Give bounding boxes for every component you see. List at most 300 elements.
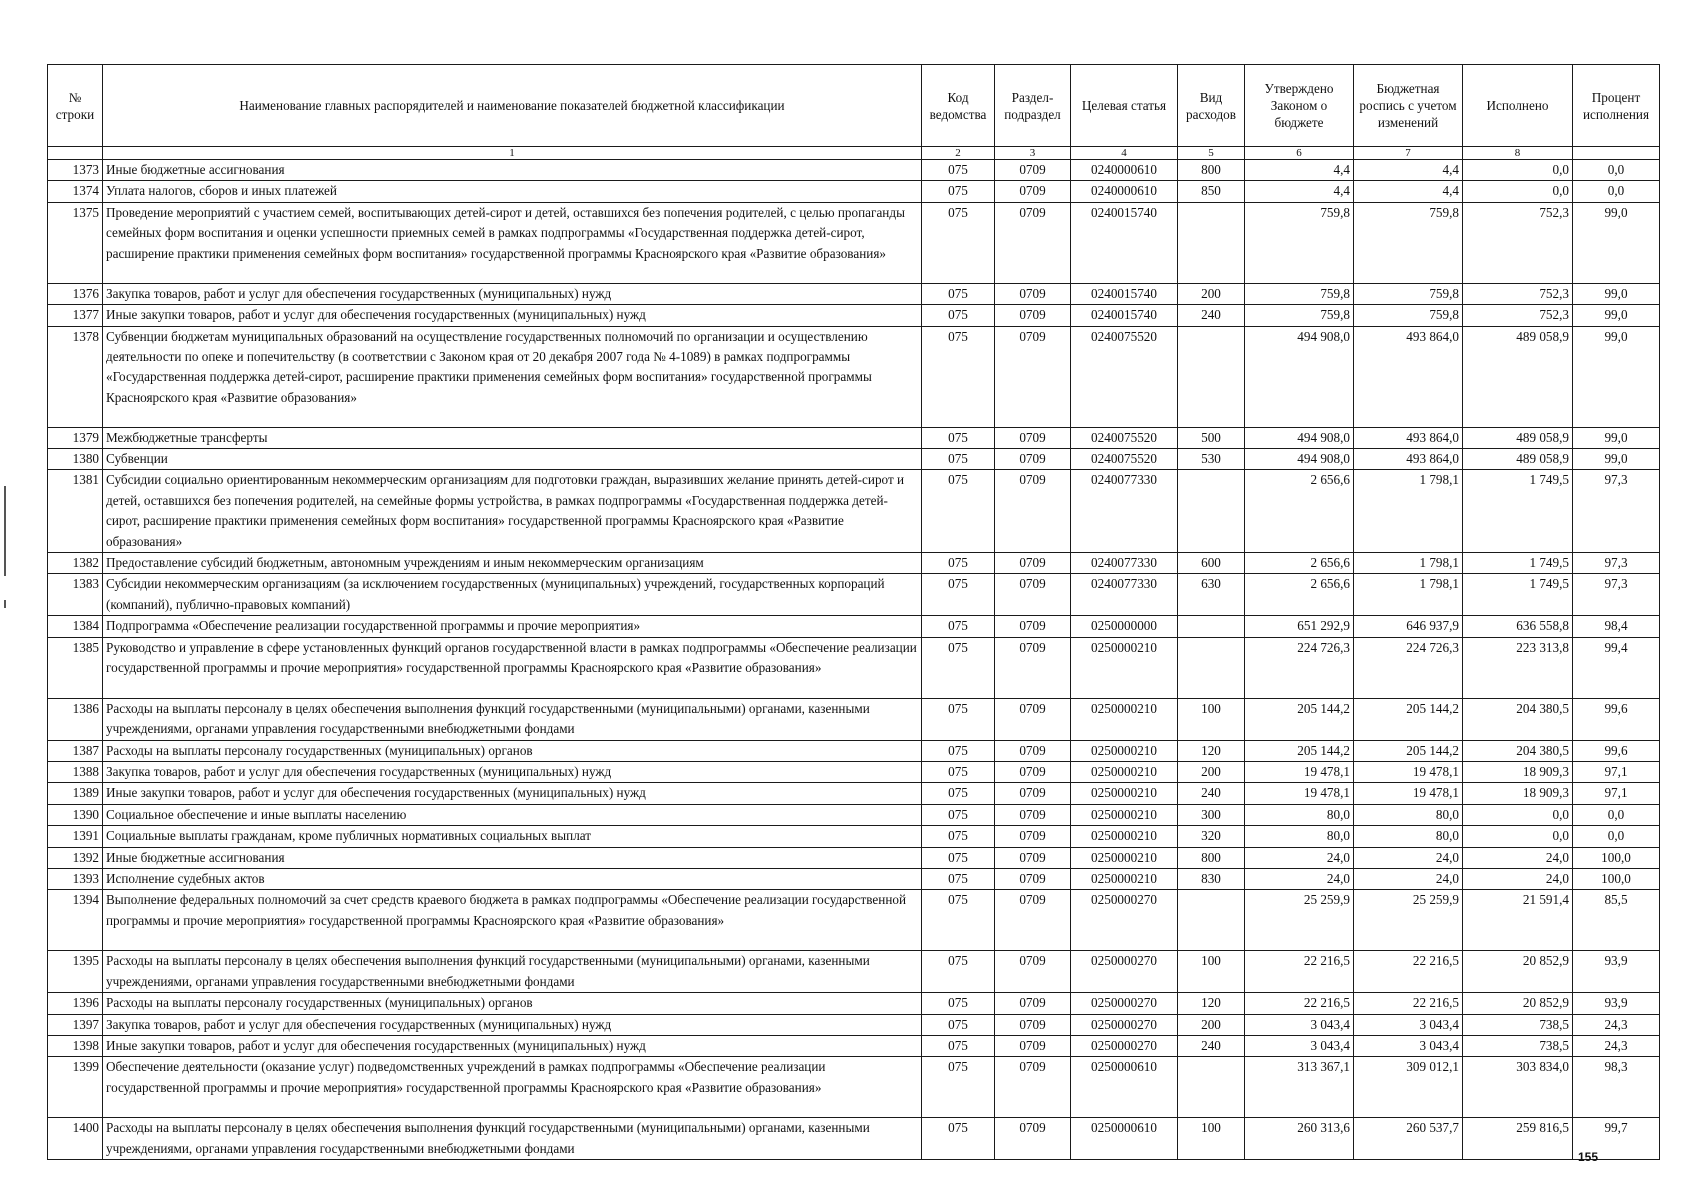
section-code-cell: 0709 — [995, 637, 1071, 698]
dept-code-cell: 075 — [922, 698, 995, 740]
row-number-cell: 1389 — [48, 783, 103, 804]
table-row — [48, 783, 1660, 804]
row-number-cell: 1387 — [48, 740, 103, 761]
row-number-cell: 1378 — [48, 326, 103, 427]
executed-amount-cell: 259 816,5 — [1463, 1118, 1573, 1160]
row-number-cell: 1381 — [48, 470, 103, 553]
target-article-cell: 0250000210 — [1071, 740, 1178, 761]
approved-amount-cell: 4,4 — [1245, 181, 1354, 202]
execution-percent-cell: 99,0 — [1573, 305, 1660, 326]
executed-amount-cell: 1 749,5 — [1463, 574, 1573, 616]
dept-code-cell: 075 — [922, 305, 995, 326]
section-code-cell: 0709 — [995, 202, 1071, 283]
target-article-cell: 0250000210 — [1071, 826, 1178, 847]
expense-type-cell: 200 — [1178, 1014, 1245, 1035]
section-code-cell: 0709 — [995, 1057, 1071, 1118]
dept-code-cell: 075 — [922, 847, 995, 868]
indicator-name-cell: Исполнение судебных актов — [103, 868, 922, 889]
row-number-cell: 1374 — [48, 181, 103, 202]
execution-percent-cell: 99,6 — [1573, 698, 1660, 740]
table-body — [48, 160, 1660, 1160]
column-number-3: 3 — [995, 147, 1071, 160]
row-number-cell: 1391 — [48, 826, 103, 847]
row-number-cell: 1380 — [48, 449, 103, 470]
execution-percent-cell: 99,0 — [1573, 326, 1660, 427]
indicator-name-cell: Уплата налогов, сборов и иных платежей — [103, 181, 922, 202]
indicator-name-cell: Подпрограмма «Обеспечение реализации государственной программы и прочие мероприятия» — [103, 616, 922, 637]
header-expense-type: Вид расходов — [1178, 65, 1245, 147]
approved-amount-cell: 260 313,6 — [1245, 1118, 1354, 1160]
row-number-cell: 1392 — [48, 847, 103, 868]
executed-amount-cell: 0,0 — [1463, 826, 1573, 847]
budget-list-amount-cell: 205 144,2 — [1354, 698, 1463, 740]
execution-percent-cell: 0,0 — [1573, 160, 1660, 181]
indicator-name-cell: Расходы на выплаты персоналу в целях обеспечения выполнения функций государственными (муниципальными) органами, казенными учреждениями, органами управления государственными внебюджетными фондами — [103, 698, 922, 740]
executed-amount-cell: 24,0 — [1463, 847, 1573, 868]
dept-code-cell: 075 — [922, 1057, 995, 1118]
header-name: Наименование главных распорядителей и наименование показателей бюджетной классификации — [103, 65, 922, 147]
target-article-cell: 0240015740 — [1071, 305, 1178, 326]
execution-percent-cell: 97,3 — [1573, 553, 1660, 574]
table-row — [48, 951, 1660, 993]
dept-code-cell: 075 — [922, 427, 995, 448]
budget-list-amount-cell: 224 726,3 — [1354, 637, 1463, 698]
target-article-cell: 0250000210 — [1071, 698, 1178, 740]
section-code-cell: 0709 — [995, 283, 1071, 304]
approved-amount-cell: 2 656,6 — [1245, 553, 1354, 574]
dept-code-cell: 075 — [922, 181, 995, 202]
row-number-cell: 1373 — [48, 160, 103, 181]
executed-amount-cell: 752,3 — [1463, 202, 1573, 283]
row-number-cell: 1376 — [48, 283, 103, 304]
column-number-7: 7 — [1354, 147, 1463, 160]
target-article-cell: 0240015740 — [1071, 202, 1178, 283]
scan-edge-mark-top — [4, 486, 6, 576]
expense-type-cell — [1178, 616, 1245, 637]
budget-list-amount-cell: 1 798,1 — [1354, 470, 1463, 553]
budget-list-amount-cell: 309 012,1 — [1354, 1057, 1463, 1118]
section-code-cell: 0709 — [995, 804, 1071, 825]
expense-type-cell: 100 — [1178, 698, 1245, 740]
table-row — [48, 890, 1660, 951]
table-row — [48, 427, 1660, 448]
column-number-6: 6 — [1245, 147, 1354, 160]
budget-list-amount-cell: 646 937,9 — [1354, 616, 1463, 637]
expense-type-cell: 530 — [1178, 449, 1245, 470]
table-row — [48, 761, 1660, 782]
table-row — [48, 1118, 1660, 1160]
indicator-name-cell: Субсидии социально ориентированным некоммерческим организациям для подготовки граждан, выразивших желание принять детей-сирот и детей, оставшихся без попечения родителей, на семейные формы устройства, в рамках подпрограммы «Государственная поддержка детей-сирот, расширение практики применения семейных форм воспитания» государственной программы Красноярского края «Развитие образования» — [103, 470, 922, 553]
approved-amount-cell: 759,8 — [1245, 202, 1354, 283]
execution-percent-cell: 93,9 — [1573, 951, 1660, 993]
target-article-cell: 0250000610 — [1071, 1057, 1178, 1118]
expense-type-cell: 600 — [1178, 553, 1245, 574]
section-code-cell: 0709 — [995, 740, 1071, 761]
execution-percent-cell: 0,0 — [1573, 181, 1660, 202]
indicator-name-cell: Расходы на выплаты персоналу государственных (муниципальных) органов — [103, 993, 922, 1014]
approved-amount-cell: 22 216,5 — [1245, 993, 1354, 1014]
row-number-cell: 1379 — [48, 427, 103, 448]
indicator-name-cell: Закупка товаров, работ и услуг для обеспечения государственных (муниципальных) нужд — [103, 761, 922, 782]
section-code-cell: 0709 — [995, 574, 1071, 616]
expense-type-cell — [1178, 470, 1245, 553]
executed-amount-cell: 738,5 — [1463, 1035, 1573, 1056]
dept-code-cell: 075 — [922, 1014, 995, 1035]
approved-amount-cell: 24,0 — [1245, 847, 1354, 868]
execution-percent-cell: 97,1 — [1573, 761, 1660, 782]
expense-type-cell — [1178, 890, 1245, 951]
column-number-row — [48, 147, 1660, 160]
table-row — [48, 202, 1660, 283]
executed-amount-cell: 489 058,9 — [1463, 449, 1573, 470]
executed-amount-cell: 0,0 — [1463, 160, 1573, 181]
execution-percent-cell: 24,3 — [1573, 1035, 1660, 1056]
expense-type-cell: 800 — [1178, 160, 1245, 181]
dept-code-cell: 075 — [922, 1035, 995, 1056]
table-row — [48, 574, 1660, 616]
dept-code-cell: 075 — [922, 890, 995, 951]
header-section: Раздел-подраздел — [995, 65, 1071, 147]
execution-percent-cell: 85,5 — [1573, 890, 1660, 951]
table-row — [48, 1035, 1660, 1056]
expense-type-cell: 630 — [1178, 574, 1245, 616]
executed-amount-cell: 1 749,5 — [1463, 553, 1573, 574]
section-code-cell: 0709 — [995, 1014, 1071, 1035]
indicator-name-cell: Субсидии некоммерческим организациям (за исключением государственных (муниципальных) учреждений, государственных корпораций (компаний), публично-правовых компаний) — [103, 574, 922, 616]
budget-table — [47, 64, 1660, 1160]
row-number-cell: 1394 — [48, 890, 103, 951]
column-number-pad — [1573, 147, 1660, 160]
executed-amount-cell: 489 058,9 — [1463, 427, 1573, 448]
target-article-cell: 0250000270 — [1071, 1035, 1178, 1056]
target-article-cell: 0240077330 — [1071, 470, 1178, 553]
section-code-cell: 0709 — [995, 826, 1071, 847]
table-row — [48, 1057, 1660, 1118]
expense-type-cell — [1178, 202, 1245, 283]
budget-list-amount-cell: 22 216,5 — [1354, 951, 1463, 993]
executed-amount-cell: 636 558,8 — [1463, 616, 1573, 637]
executed-amount-cell: 738,5 — [1463, 1014, 1573, 1035]
indicator-name-cell: Закупка товаров, работ и услуг для обеспечения государственных (муниципальных) нужд — [103, 283, 922, 304]
dept-code-cell: 075 — [922, 804, 995, 825]
dept-code-cell: 075 — [922, 574, 995, 616]
executed-amount-cell: 752,3 — [1463, 305, 1573, 326]
target-article-cell: 0250000270 — [1071, 951, 1178, 993]
approved-amount-cell: 205 144,2 — [1245, 740, 1354, 761]
indicator-name-cell: Расходы на выплаты персоналу в целях обеспечения выполнения функций государственными (муниципальными) органами, казенными учреждениями, органами управления государственными внебюджетными фондами — [103, 1118, 922, 1160]
budget-list-amount-cell: 22 216,5 — [1354, 993, 1463, 1014]
budget-list-amount-cell: 759,8 — [1354, 202, 1463, 283]
table-row — [48, 160, 1660, 181]
section-code-cell: 0709 — [995, 160, 1071, 181]
executed-amount-cell: 18 909,3 — [1463, 761, 1573, 782]
indicator-name-cell: Выполнение федеральных полномочий за счет средств краевого бюджета в рамках подпрограммы «Обеспечение реализации государственной программы и прочие мероприятия» государственной программы Красноярского края «Развитие образования» — [103, 890, 922, 951]
header-executed: Исполнено — [1463, 65, 1573, 147]
execution-percent-cell: 99,4 — [1573, 637, 1660, 698]
execution-percent-cell: 0,0 — [1573, 804, 1660, 825]
section-code-cell: 0709 — [995, 761, 1071, 782]
dept-code-cell: 075 — [922, 283, 995, 304]
row-number-cell: 1384 — [48, 616, 103, 637]
table-row — [48, 868, 1660, 889]
approved-amount-cell: 25 259,9 — [1245, 890, 1354, 951]
section-code-cell: 0709 — [995, 181, 1071, 202]
table-row — [48, 326, 1660, 427]
section-code-cell: 0709 — [995, 1118, 1071, 1160]
header-approved: Утверждено Законом о бюджете — [1245, 65, 1354, 147]
execution-percent-cell: 100,0 — [1573, 847, 1660, 868]
row-number-cell: 1377 — [48, 305, 103, 326]
expense-type-cell: 800 — [1178, 847, 1245, 868]
row-number-cell: 1385 — [48, 637, 103, 698]
execution-percent-cell: 93,9 — [1573, 993, 1660, 1014]
section-code-cell: 0709 — [995, 847, 1071, 868]
section-code-cell: 0709 — [995, 449, 1071, 470]
row-number-cell: 1400 — [48, 1118, 103, 1160]
budget-list-amount-cell: 759,8 — [1354, 305, 1463, 326]
budget-execution-sheet — [47, 64, 1659, 1160]
column-number-5: 5 — [1178, 147, 1245, 160]
approved-amount-cell: 19 478,1 — [1245, 783, 1354, 804]
target-article-cell: 0250000270 — [1071, 890, 1178, 951]
expense-type-cell: 240 — [1178, 783, 1245, 804]
expense-type-cell: 300 — [1178, 804, 1245, 825]
approved-amount-cell: 4,4 — [1245, 160, 1354, 181]
table-row — [48, 804, 1660, 825]
indicator-name-cell: Иные бюджетные ассигнования — [103, 160, 922, 181]
dept-code-cell: 075 — [922, 616, 995, 637]
approved-amount-cell: 22 216,5 — [1245, 951, 1354, 993]
section-code-cell: 0709 — [995, 783, 1071, 804]
dept-code-cell: 075 — [922, 160, 995, 181]
row-number-cell: 1395 — [48, 951, 103, 993]
section-code-cell: 0709 — [995, 890, 1071, 951]
expense-type-cell: 500 — [1178, 427, 1245, 448]
dept-code-cell: 075 — [922, 868, 995, 889]
executed-amount-cell: 223 313,8 — [1463, 637, 1573, 698]
table-row — [48, 993, 1660, 1014]
expense-type-cell: 830 — [1178, 868, 1245, 889]
section-code-cell: 0709 — [995, 470, 1071, 553]
table-row — [48, 449, 1660, 470]
approved-amount-cell: 19 478,1 — [1245, 761, 1354, 782]
row-number-cell: 1393 — [48, 868, 103, 889]
execution-percent-cell: 99,0 — [1573, 427, 1660, 448]
budget-list-amount-cell: 260 537,7 — [1354, 1118, 1463, 1160]
target-article-cell: 0240000610 — [1071, 181, 1178, 202]
approved-amount-cell: 80,0 — [1245, 826, 1354, 847]
execution-percent-cell: 98,3 — [1573, 1057, 1660, 1118]
target-article-cell: 0240000610 — [1071, 160, 1178, 181]
header-percent: Процент исполнения — [1573, 65, 1660, 147]
indicator-name-cell: Иные закупки товаров, работ и услуг для обеспечения государственных (муниципальных) нужд — [103, 1035, 922, 1056]
dept-code-cell: 075 — [922, 826, 995, 847]
table-row — [48, 847, 1660, 868]
section-code-cell: 0709 — [995, 427, 1071, 448]
approved-amount-cell: 24,0 — [1245, 868, 1354, 889]
header-row — [48, 65, 1660, 147]
indicator-name-cell: Обеспечение деятельности (оказание услуг) подведомственных учреждений в рамках подпрограммы «Обеспечение реализации государственной программы и прочие мероприятия» государственной программы Красноярского края «Развитие образования» — [103, 1057, 922, 1118]
budget-list-amount-cell: 80,0 — [1354, 804, 1463, 825]
section-code-cell: 0709 — [995, 1035, 1071, 1056]
budget-list-amount-cell: 759,8 — [1354, 283, 1463, 304]
expense-type-cell: 240 — [1178, 1035, 1245, 1056]
column-number-8: 8 — [1463, 147, 1573, 160]
row-number-cell: 1390 — [48, 804, 103, 825]
target-article-cell: 0250000270 — [1071, 1014, 1178, 1035]
executed-amount-cell: 204 380,5 — [1463, 698, 1573, 740]
dept-code-cell: 075 — [922, 449, 995, 470]
target-article-cell: 0240015740 — [1071, 283, 1178, 304]
executed-amount-cell: 489 058,9 — [1463, 326, 1573, 427]
dept-code-cell: 075 — [922, 637, 995, 698]
budget-list-amount-cell: 80,0 — [1354, 826, 1463, 847]
expense-type-cell: 100 — [1178, 1118, 1245, 1160]
row-number-cell: 1386 — [48, 698, 103, 740]
executed-amount-cell: 752,3 — [1463, 283, 1573, 304]
executed-amount-cell: 20 852,9 — [1463, 993, 1573, 1014]
budget-list-amount-cell: 24,0 — [1354, 868, 1463, 889]
budget-list-amount-cell: 1 798,1 — [1354, 574, 1463, 616]
column-number-blank — [48, 147, 103, 160]
approved-amount-cell: 2 656,6 — [1245, 470, 1354, 553]
indicator-name-cell: Социальные выплаты гражданам, кроме публичных нормативных социальных выплат — [103, 826, 922, 847]
header-row-no: № строки — [48, 65, 103, 147]
budget-list-amount-cell: 493 864,0 — [1354, 326, 1463, 427]
budget-list-amount-cell: 4,4 — [1354, 181, 1463, 202]
dept-code-cell: 075 — [922, 783, 995, 804]
budget-list-amount-cell: 205 144,2 — [1354, 740, 1463, 761]
target-article-cell: 0250000610 — [1071, 1118, 1178, 1160]
indicator-name-cell: Предоставление субсидий бюджетным, автономным учреждениям и иным некоммерческим организациям — [103, 553, 922, 574]
budget-list-amount-cell: 19 478,1 — [1354, 761, 1463, 782]
row-number-cell: 1375 — [48, 202, 103, 283]
indicator-name-cell: Закупка товаров, работ и услуг для обеспечения государственных (муниципальных) нужд — [103, 1014, 922, 1035]
expense-type-cell: 850 — [1178, 181, 1245, 202]
executed-amount-cell: 20 852,9 — [1463, 951, 1573, 993]
indicator-name-cell: Субвенции бюджетам муниципальных образований на осуществление государственных полномочий по организации и осуществлению деятельности по опеке и попечительству (в соответствии с Законом края от 20 декабря 2007 года № 4-1089) в рамках подпрограммы «Государственная поддержка детей-сирот, расширение практики применения семейных форм воспитания» государственной программы Красноярского края «Развитие образования» — [103, 326, 922, 427]
target-article-cell: 0240077330 — [1071, 553, 1178, 574]
dept-code-cell: 075 — [922, 740, 995, 761]
table-header — [48, 65, 1660, 160]
execution-percent-cell: 100,0 — [1573, 868, 1660, 889]
approved-amount-cell: 494 908,0 — [1245, 326, 1354, 427]
budget-list-amount-cell: 24,0 — [1354, 847, 1463, 868]
budget-list-amount-cell: 25 259,9 — [1354, 890, 1463, 951]
target-article-cell: 0250000210 — [1071, 761, 1178, 782]
indicator-name-cell: Проведение мероприятий с участием семей, воспитывающих детей-сирот и детей, оставшихся без попечения родителей, с целью пропаганды семейных форм воспитания и оценки успешности приемных семей в рамках подпрограммы «Государственная поддержка детей-сирот, расширение практики применения семейных форм воспитания» государственной программы Красноярского края «Развитие образования» — [103, 202, 922, 283]
table-row — [48, 826, 1660, 847]
row-number-cell: 1396 — [48, 993, 103, 1014]
executed-amount-cell: 0,0 — [1463, 181, 1573, 202]
row-number-cell: 1398 — [48, 1035, 103, 1056]
section-code-cell: 0709 — [995, 698, 1071, 740]
indicator-name-cell: Субвенции — [103, 449, 922, 470]
expense-type-cell: 200 — [1178, 283, 1245, 304]
section-code-cell: 0709 — [995, 305, 1071, 326]
approved-amount-cell: 3 043,4 — [1245, 1035, 1354, 1056]
dept-code-cell: 075 — [922, 326, 995, 427]
indicator-name-cell: Расходы на выплаты персоналу государственных (муниципальных) органов — [103, 740, 922, 761]
expense-type-cell — [1178, 637, 1245, 698]
indicator-name-cell: Социальное обеспечение и иные выплаты населению — [103, 804, 922, 825]
column-number-4: 4 — [1071, 147, 1178, 160]
approved-amount-cell: 494 908,0 — [1245, 427, 1354, 448]
table-row — [48, 553, 1660, 574]
section-code-cell: 0709 — [995, 993, 1071, 1014]
approved-amount-cell: 3 043,4 — [1245, 1014, 1354, 1035]
dept-code-cell: 075 — [922, 1118, 995, 1160]
execution-percent-cell: 98,4 — [1573, 616, 1660, 637]
header-budget-list: Бюджетная роспись с учетом изменений — [1354, 65, 1463, 147]
approved-amount-cell: 205 144,2 — [1245, 698, 1354, 740]
execution-percent-cell: 97,3 — [1573, 574, 1660, 616]
section-code-cell: 0709 — [995, 326, 1071, 427]
target-article-cell: 0250000210 — [1071, 783, 1178, 804]
approved-amount-cell: 224 726,3 — [1245, 637, 1354, 698]
row-number-cell: 1388 — [48, 761, 103, 782]
indicator-name-cell: Иные закупки товаров, работ и услуг для обеспечения государственных (муниципальных) нужд — [103, 783, 922, 804]
table-row — [48, 616, 1660, 637]
approved-amount-cell: 2 656,6 — [1245, 574, 1354, 616]
expense-type-cell: 120 — [1178, 740, 1245, 761]
target-article-cell: 0250000270 — [1071, 993, 1178, 1014]
execution-percent-cell: 99,0 — [1573, 202, 1660, 283]
dept-code-cell: 075 — [922, 202, 995, 283]
expense-type-cell: 120 — [1178, 993, 1245, 1014]
dept-code-cell: 075 — [922, 761, 995, 782]
executed-amount-cell: 303 834,0 — [1463, 1057, 1573, 1118]
dept-code-cell: 075 — [922, 553, 995, 574]
execution-percent-cell: 99,0 — [1573, 283, 1660, 304]
indicator-name-cell: Межбюджетные трансферты — [103, 427, 922, 448]
target-article-cell: 0250000210 — [1071, 847, 1178, 868]
dept-code-cell: 075 — [922, 993, 995, 1014]
table-row — [48, 470, 1660, 553]
target-article-cell: 0250000000 — [1071, 616, 1178, 637]
execution-percent-cell: 97,3 — [1573, 470, 1660, 553]
approved-amount-cell: 494 908,0 — [1245, 449, 1354, 470]
target-article-cell: 0250000210 — [1071, 637, 1178, 698]
table-row — [48, 698, 1660, 740]
executed-amount-cell: 1 749,5 — [1463, 470, 1573, 553]
approved-amount-cell: 313 367,1 — [1245, 1057, 1354, 1118]
execution-percent-cell: 99,0 — [1573, 449, 1660, 470]
approved-amount-cell: 759,8 — [1245, 283, 1354, 304]
executed-amount-cell: 21 591,4 — [1463, 890, 1573, 951]
target-article-cell: 0240075520 — [1071, 449, 1178, 470]
row-number-cell: 1383 — [48, 574, 103, 616]
executed-amount-cell: 18 909,3 — [1463, 783, 1573, 804]
approved-amount-cell: 759,8 — [1245, 305, 1354, 326]
expense-type-cell — [1178, 1057, 1245, 1118]
executed-amount-cell: 24,0 — [1463, 868, 1573, 889]
budget-list-amount-cell: 4,4 — [1354, 160, 1463, 181]
budget-list-amount-cell: 1 798,1 — [1354, 553, 1463, 574]
execution-percent-cell: 97,1 — [1573, 783, 1660, 804]
scan-edge-mark-bottom — [4, 600, 6, 608]
section-code-cell: 0709 — [995, 553, 1071, 574]
budget-list-amount-cell: 3 043,4 — [1354, 1014, 1463, 1035]
section-code-cell: 0709 — [995, 951, 1071, 993]
column-number-2: 2 — [922, 147, 995, 160]
budget-list-amount-cell: 3 043,4 — [1354, 1035, 1463, 1056]
table-row — [48, 637, 1660, 698]
execution-percent-cell: 99,6 — [1573, 740, 1660, 761]
target-article-cell: 0250000210 — [1071, 804, 1178, 825]
budget-list-amount-cell: 493 864,0 — [1354, 449, 1463, 470]
indicator-name-cell: Расходы на выплаты персоналу в целях обеспечения выполнения функций государственными (муниципальными) органами, казенными учреждениями, органами управления государственными внебюджетными фондами — [103, 951, 922, 993]
